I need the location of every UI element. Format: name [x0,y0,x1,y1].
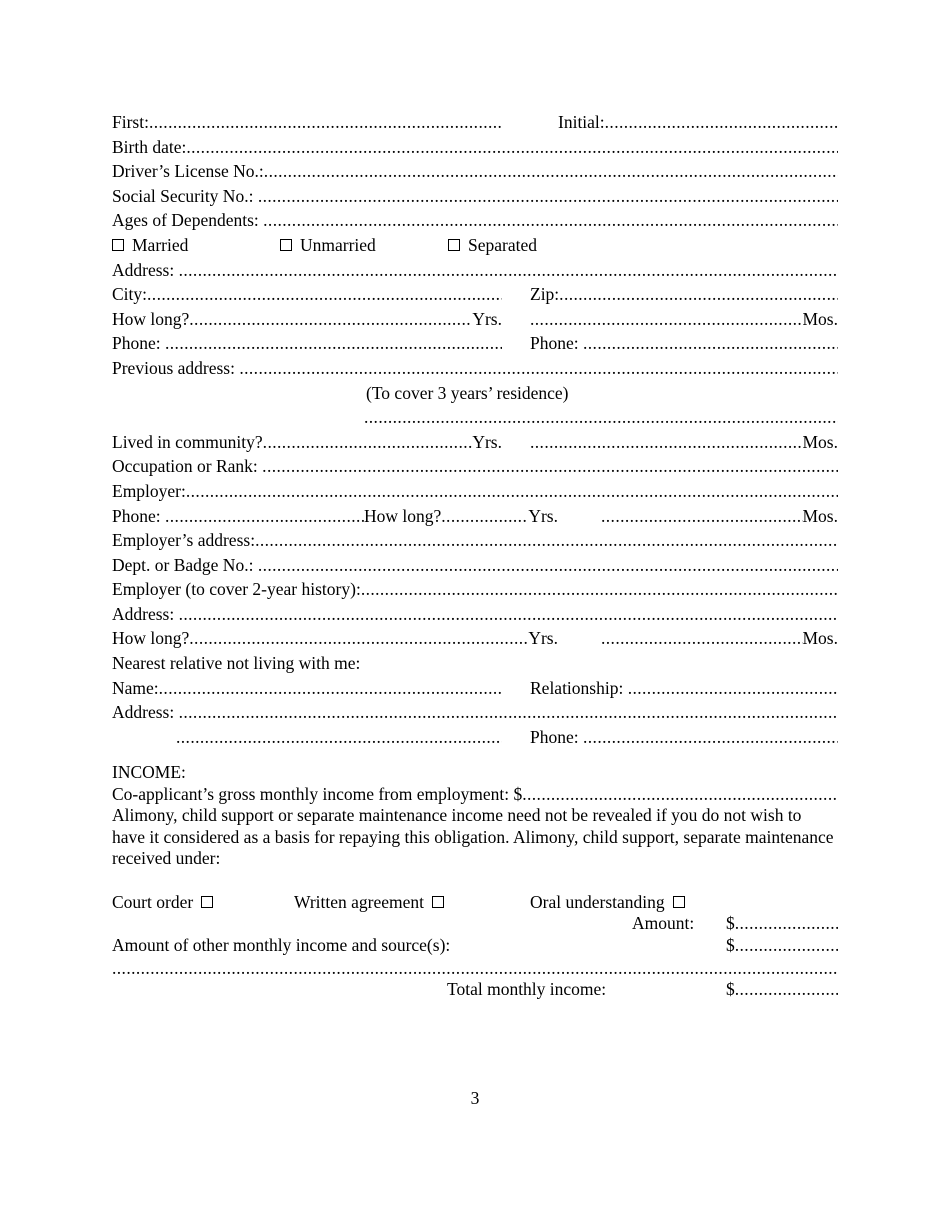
residence-note: (To cover 3 years’ residence) [366,382,569,403]
nearest-relative-heading-row [112,651,838,676]
ages-dependents-field[interactable] [112,208,838,233]
oral-understanding-label: Oral understanding [530,891,665,912]
mos-label: Mos. [802,628,838,649]
relationship-label: Relationship: [530,677,624,698]
employer-field[interactable] [112,479,838,504]
zip-label: Zip: [530,284,560,305]
how-long-label: How long? [112,628,190,649]
employer-history-label: Employer (to cover 2-year history): [112,579,361,600]
relative-phone-field[interactable] [530,725,838,750]
employer-history-field[interactable] [112,577,838,602]
community-months-field[interactable] [530,430,838,455]
row-city-zip [112,282,838,307]
birth-date-field[interactable] [112,135,838,160]
agreement-type-row [112,891,838,913]
zip-field[interactable] [530,282,838,307]
nearest-relative-label: Nearest relative not living with me: [112,653,361,674]
oral-understanding-checkbox[interactable] [673,896,685,908]
ssn-field[interactable] [112,184,838,209]
amount-label: Amount: [632,912,695,933]
marital-status-row [112,233,838,258]
written-agreement-label: Written agreement [294,891,424,912]
dept-badge-field[interactable] [112,553,838,578]
residence-months-field[interactable] [530,307,838,332]
residence-years-field[interactable] [112,307,502,332]
phone-label-2: Phone: [530,333,579,354]
unmarried-checkbox[interactable] [280,239,292,251]
drivers-license-label: Driver’s License No.: [112,161,264,182]
oral-understanding-option[interactable] [530,891,685,913]
first-label: First: [112,112,149,132]
coapplicant-income-field[interactable] [112,783,838,805]
written-agreement-option[interactable] [294,891,530,913]
unmarried-option[interactable] [280,233,448,258]
income-heading-row [112,761,838,783]
total-income-label: Total monthly income: [447,978,607,999]
row-first-initial [112,110,838,135]
written-agreement-checkbox[interactable] [432,896,444,908]
employers-address-label: Employer’s address: [112,530,256,551]
dollar-sign: $ [726,912,735,933]
yrs-label: Yrs. [472,431,502,452]
occupation-field[interactable] [112,454,838,479]
married-checkbox[interactable] [112,239,124,251]
total-income-row [112,980,838,1002]
yrs-label: Yrs. [528,505,558,526]
dollar-sign: $ [726,979,735,998]
yrs-label: Yrs. [472,308,502,329]
phone-field-1[interactable] [112,331,502,356]
employer-years-field[interactable] [364,504,558,529]
city-field[interactable] [112,282,502,307]
name-label: Name: [112,677,159,698]
amount-row [112,913,838,934]
other-income-row [112,934,838,956]
initial-field[interactable] [558,110,838,135]
application-form-page [112,110,838,1002]
row-employer-phone-howlong [112,504,838,529]
separated-label: Separated [468,234,537,255]
lived-community-label: Lived in community? [112,431,263,452]
married-option[interactable] [112,233,280,258]
previous-address-line-2[interactable] [112,405,838,430]
mos-label: Mos. [802,431,838,452]
separated-checkbox[interactable] [448,239,460,251]
prior-employer-months-field[interactable] [601,626,838,651]
birth-date-label: Birth date: [112,136,187,157]
ages-dependents-label: Ages of Dependents: [112,210,259,231]
court-order-label: Court order [112,891,194,912]
row-relative-address-phone [112,725,838,750]
relationship-field[interactable] [530,676,838,701]
page-number: 3 [470,1088,480,1108]
employers-address-field[interactable] [112,528,838,553]
address-field[interactable] [112,258,838,283]
relative-name-field[interactable] [112,676,502,701]
occupation-label: Occupation or Rank: [112,456,258,477]
yrs-label: Yrs. [528,628,558,649]
employer-months-field[interactable] [601,504,838,529]
total-income-field[interactable] [726,980,838,998]
address-label: Address: [112,702,175,723]
mos-label: Mos. [802,308,838,329]
phone-label: Phone: [112,505,161,526]
initial-label: Initial: [558,112,605,132]
court-order-checkbox[interactable] [201,896,213,908]
income-heading: INCOME: [112,762,186,783]
row-prior-employer-howlong [112,626,838,651]
other-income-source-field[interactable] [112,956,838,980]
how-long-label: How long? [112,308,190,329]
phone-label: Phone: [112,333,161,354]
married-label: Married [132,234,189,255]
row-lived-community [112,430,838,455]
row-phones [112,331,838,356]
other-income-label: Amount of other monthly income and source(s): [112,934,451,955]
mos-label: Mos. [802,505,838,526]
dept-badge-label: Dept. or Badge No.: [112,554,254,575]
other-income-amount-field[interactable] [726,934,838,956]
relative-address-field[interactable] [112,700,838,725]
row-how-long-residence [112,307,838,332]
separated-option[interactable] [448,233,537,258]
employer-phone-field[interactable] [112,504,364,529]
employer-history-address-field[interactable] [112,602,838,627]
drivers-license-field[interactable] [112,159,838,184]
row-name-relationship [112,676,838,701]
how-long-label: How long? [364,505,442,526]
prior-employer-years-field[interactable] [112,626,558,651]
ssn-label: Social Security No.: [112,185,254,206]
phone-label: Phone: [530,726,579,747]
amount-field[interactable] [726,913,838,934]
previous-address-field[interactable] [112,356,838,381]
city-label: City: [112,284,148,305]
community-years-field[interactable] [112,430,502,455]
dollar-sign: $ [726,934,735,955]
address-label: Address: [112,603,175,624]
phone-field-2[interactable] [530,331,838,356]
unmarried-label: Unmarried [300,234,376,255]
coapplicant-income-label: Co-applicant’s gross monthly income from employment: $ [112,784,523,805]
first-name-field[interactable] [112,110,502,135]
relative-address-line-2[interactable] [176,725,502,750]
residence-note-row [112,381,838,406]
alimony-note: Alimony, child support or separate maintenance income need not be revealed if you do not wish to have it considered as a basis for repaying this obligation. Alimony, child support, separate maintenance received under: [112,805,834,869]
previous-address-label: Previous address: [112,357,235,378]
address-label: Address: [112,259,175,280]
court-order-option[interactable] [112,891,294,913]
employer-label: Employer: [112,480,186,501]
